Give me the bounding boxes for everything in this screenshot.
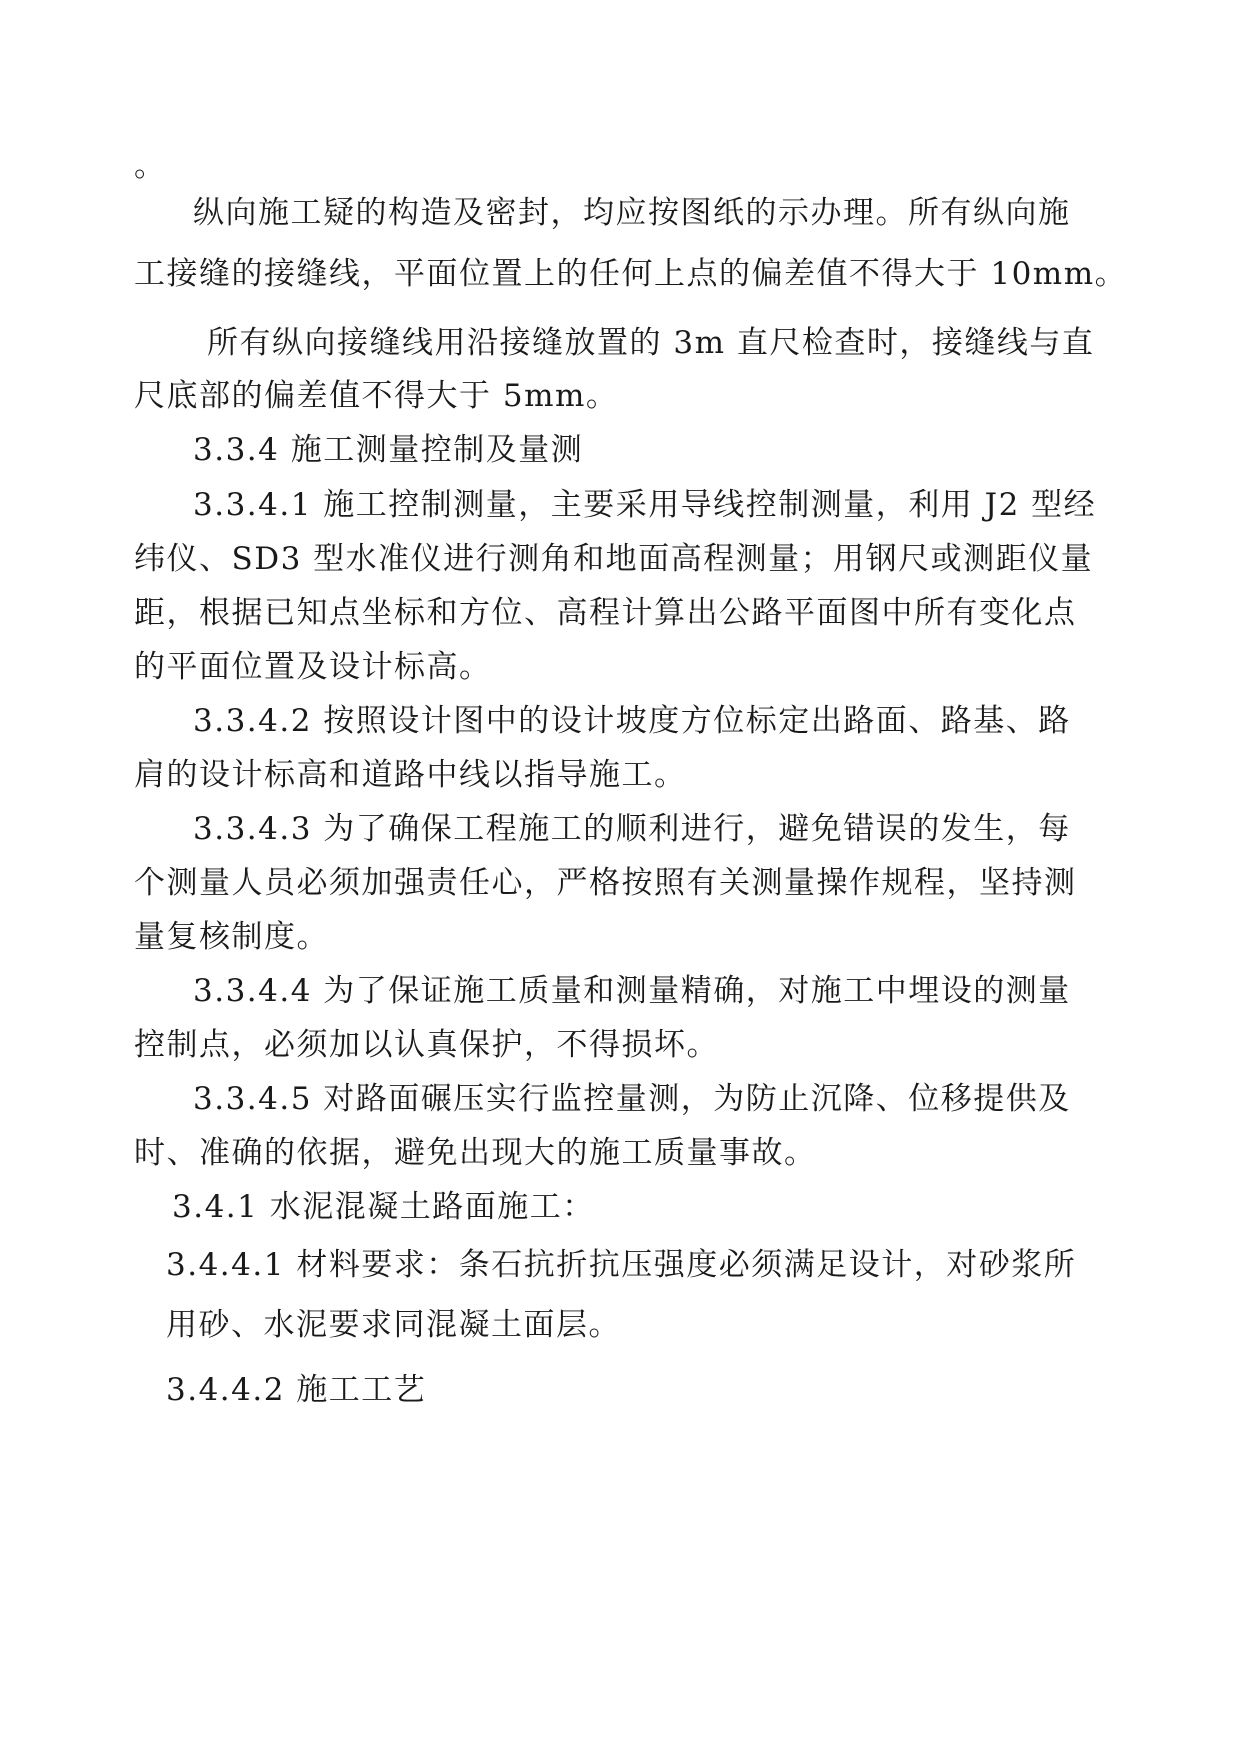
text-line-9: 距，根据已知点坐标和方位、高程计算出公路平面图中所有变化点: [134, 595, 1077, 631]
section-heading-3-3-4: 3.3.4 施工测量控制及量测: [193, 432, 584, 468]
text-line-14: 个测量人员必须加强责任心，严格按照有关测量操作规程，坚持测: [134, 865, 1077, 901]
text-line-5: 尺底部的偏差值不得大于 5mm。: [134, 378, 619, 414]
text-line-12: 肩的设计标高和道路中线以指导施工。: [134, 757, 687, 793]
text-line-2: 纵向施工疑的构造及密封，均应按图纸的示办理。所有纵向施: [193, 195, 1071, 231]
text-line-17: 控制点，必须加以认真保护，不得损坏。: [134, 1027, 719, 1063]
text-line-18: 3.3.4.5 对路面碾压实行监控量测，为防止沉降、位移提供及: [193, 1081, 1071, 1117]
text-line-4: 所有纵向接缝线用沿接缝放置的 3m 直尺检查时，接缝线与直: [207, 325, 1095, 361]
text-line-11: 3.3.4.2 按照设计图中的设计坡度方位标定出路面、路基、路: [193, 703, 1071, 739]
text-line-16: 3.3.4.4 为了保证施工质量和测量精确，对施工中埋设的测量: [193, 973, 1071, 1009]
text-line-21: 3.4.4.1 材料要求：条石抗折抗压强度必须满足设计，对砂浆所: [166, 1247, 1077, 1283]
text-line-8: 纬仪、SD3 型水准仪进行测角和地面高程测量；用钢尺或测距仪量: [134, 541, 1094, 577]
text-line-15: 量复核制度。: [134, 919, 329, 955]
text-line-3: 工接缝的接缝线，平面位置上的任何上点的偏差值不得大于 10mm。: [134, 256, 1128, 292]
text-line-19: 时、准确的依据，避免出现大的施工质量事故。: [134, 1135, 817, 1171]
text-line-22: 用砂、水泥要求同混凝土面层。: [166, 1307, 621, 1343]
text-line-13: 3.3.4.3 为了确保工程施工的顺利进行，避免错误的发生，每: [193, 811, 1071, 847]
text-line-1: 。: [134, 148, 167, 184]
text-line-10: 的平面位置及设计标高。: [134, 649, 492, 685]
section-heading-3-4-4-2: 3.4.4.2 施工工艺: [166, 1372, 427, 1408]
text-line-7: 3.3.4.1 施工控制测量，主要采用导线控制测量，利用 J2 型经: [193, 487, 1097, 523]
section-heading-3-4-1: 3.4.1 水泥混凝土路面施工：: [172, 1189, 595, 1225]
